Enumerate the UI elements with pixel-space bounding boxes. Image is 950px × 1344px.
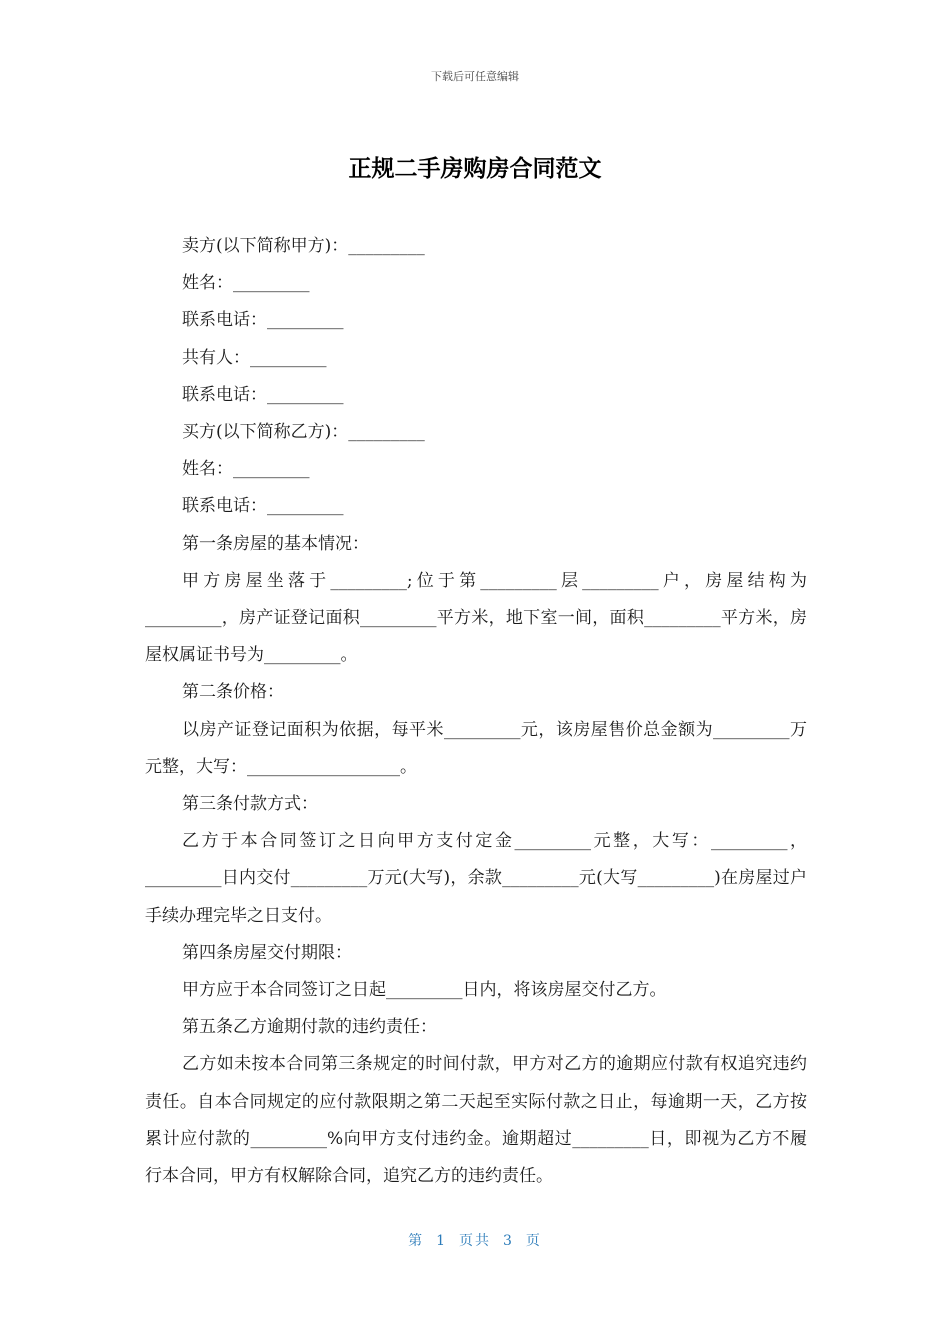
footer-prefix: 第 xyxy=(408,1233,425,1249)
section-3-heading: 第三条付款方式： xyxy=(182,794,318,815)
footer-current-page: 1 xyxy=(436,1233,447,1249)
buyer-name-line: 姓名：_________ xyxy=(182,459,310,480)
document-body xyxy=(145,228,807,1195)
buyer-phone-line: 联系电话：_________ xyxy=(182,496,344,517)
section-4-paragraph: 甲方应于本合同签订之日起_________日内，将该房屋交付乙方。 xyxy=(182,980,667,1001)
section-5-paragraph: 乙方如未按本合同第三条规定的时间付款，甲方对乙方的逾期应付款有权追究违约责任。自本合同规定的应付款限期之第二天起至实际付款之日止，每逾期一天，乙方按累计应付款的_________%向甲方支付违约金。逾期超过_________日，即视为乙方不履行本合同，甲方有权解除合同，追究乙方的违约责任。 xyxy=(145,1054,807,1187)
footer-suffix: 页 xyxy=(525,1233,542,1249)
footer-total-pages: 3 xyxy=(503,1233,514,1249)
section-2-paragraph: 以房产证登记面积为依据，每平米_________元，该房屋售价总金额为_________万元整，大写：__________________。 xyxy=(145,719,807,777)
co-owner-phone-line: 联系电话：_________ xyxy=(182,384,344,405)
seller-line: 卖方(以下简称甲方)：_________ xyxy=(182,236,425,256)
section-4-heading: 第四条房屋交付期限： xyxy=(182,942,352,963)
document-title: 正规二手房购房合同范文 xyxy=(348,156,602,182)
section-5-heading: 第五条乙方逾期付款的违约责任： xyxy=(182,1017,437,1038)
header-note: 下载后可任意编辑 xyxy=(431,70,519,83)
seller-name-line: 姓名：_________ xyxy=(182,273,310,294)
section-3-paragraph: 乙方于本合同签订之日向甲方支付定金_________元整，大写：_________，_________日内交付_________万元(大写)，余款_________元(大写_________)在房屋过户手续办理完毕之日支付。 xyxy=(145,831,807,926)
footer-middle: 页共 xyxy=(459,1233,491,1249)
seller-phone-line: 联系电话：_________ xyxy=(182,310,344,331)
page-footer xyxy=(0,1230,950,1250)
section-1-heading: 第一条房屋的基本情况： xyxy=(182,533,369,554)
co-owner-line: 共有人：_________ xyxy=(182,347,327,368)
section-1-paragraph: 甲方房屋坐落于_________;位于第_________层_________户，房屋结构为_________，房产证登记面积_________平方米，地下室一间，面积_________平方米，房屋权属证书号为_________。 xyxy=(145,570,807,666)
section-2-heading: 第二条价格： xyxy=(182,682,284,703)
buyer-line: 买方(以下简称乙方)：_________ xyxy=(182,422,425,443)
